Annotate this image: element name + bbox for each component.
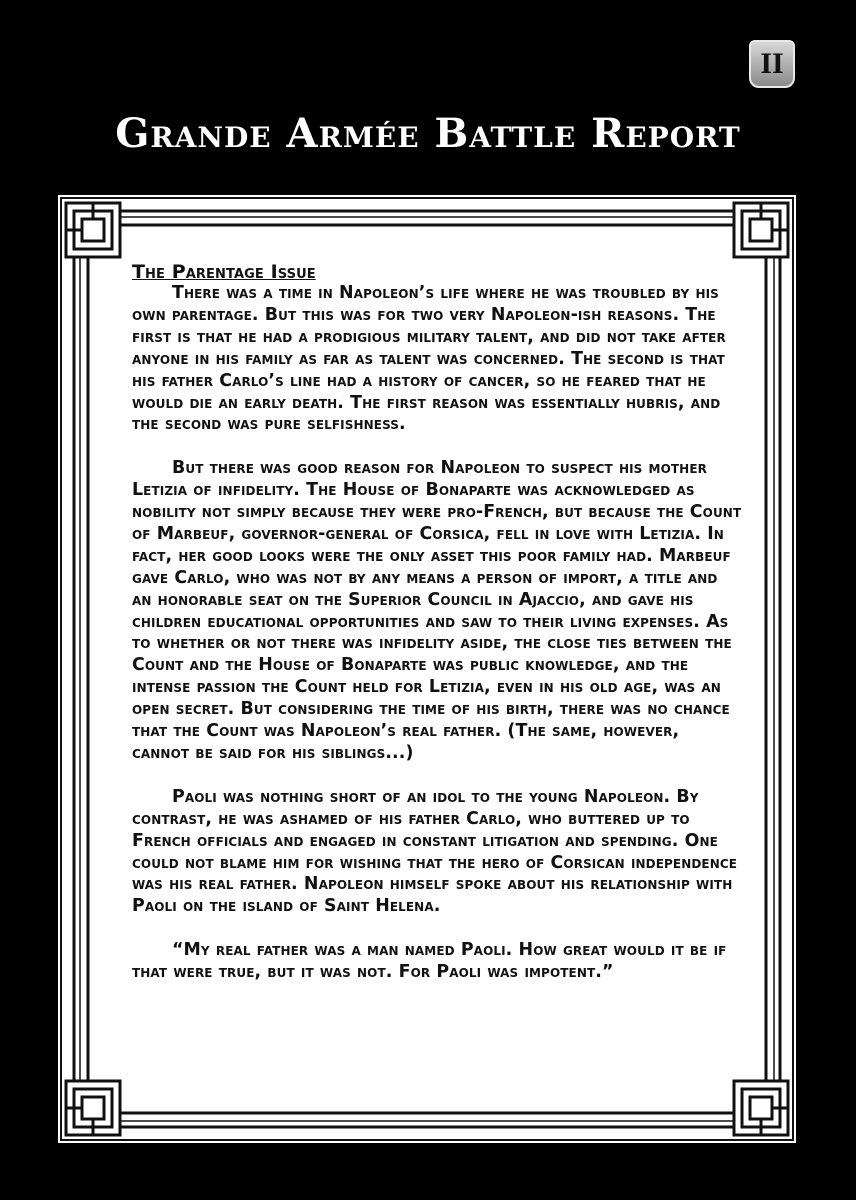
paragraph-1: There was a time in Napoleon’s life where he was troubled by his own parentage. But this was for two very Napoleon-ish reasons. The first is that he had a prodigious military talent, and did not take after anyone in his family as far as talent was concerned. The second is that his father Carlo’s line had a history of cancer, so he feared that he would die an early death. The first reason was essentially hubris, and the second was pure selfishness. (132, 283, 726, 435)
paragraph-4-quote: “My real father was a man named Paoli. How great would it be if that were true, but it was not. For Paoli was impotent.” (132, 940, 727, 983)
section-heading: The Parentage Issue (132, 261, 316, 283)
paragraph-3: Paoli was nothing short of an idol to the young Napoleon. By contrast, he was ashamed of his father Carlo, who buttered up to French officials and engaged in constant litigation and spending. One could not blame him for wishing that the hero of Corsican independence was his real father. Napoleon himself spoke about his relationship with Paoli on the island of Saint Helena. (132, 786, 738, 917)
corner-ornament-bottom-right (734, 1081, 788, 1135)
article-body (132, 261, 742, 1006)
corner-ornament-top-left (66, 203, 120, 257)
page-title: Grande Armée Battle Report (115, 110, 741, 157)
paragraph-2: But there was good reason for Napoleon to suspect his mother Letizia of infidelity. The House of Bonaparte was acknowledged as nobility not simply because they were pro-French, but because the Count of Marbeuf, governor-general of Corsica, fell in love with Letizia. In fact, her good looks were the only asset this poor family had. Marbeuf gave Carlo, who was not by any means a person of import, a title and an honorable seat on the Superior Council in Ajaccio, and gave his children educational opportunities and saw to their living expenses. As to whether or not there was infidelity aside, the close ties between the Count and the House of Bonaparte was public knowledge, and the intense passion the Count held for Letizia, even in his old age, was an open secret. But considering the time of his birth, there was no chance that the Count was Napoleon’s real father. (The same, however, cannot be said for his siblings...) (132, 458, 742, 764)
chapter-badge: II (749, 40, 795, 88)
corner-ornament-top-right (734, 203, 788, 257)
bordered-text-panel (58, 195, 796, 1143)
corner-ornament-bottom-left (66, 1081, 120, 1135)
